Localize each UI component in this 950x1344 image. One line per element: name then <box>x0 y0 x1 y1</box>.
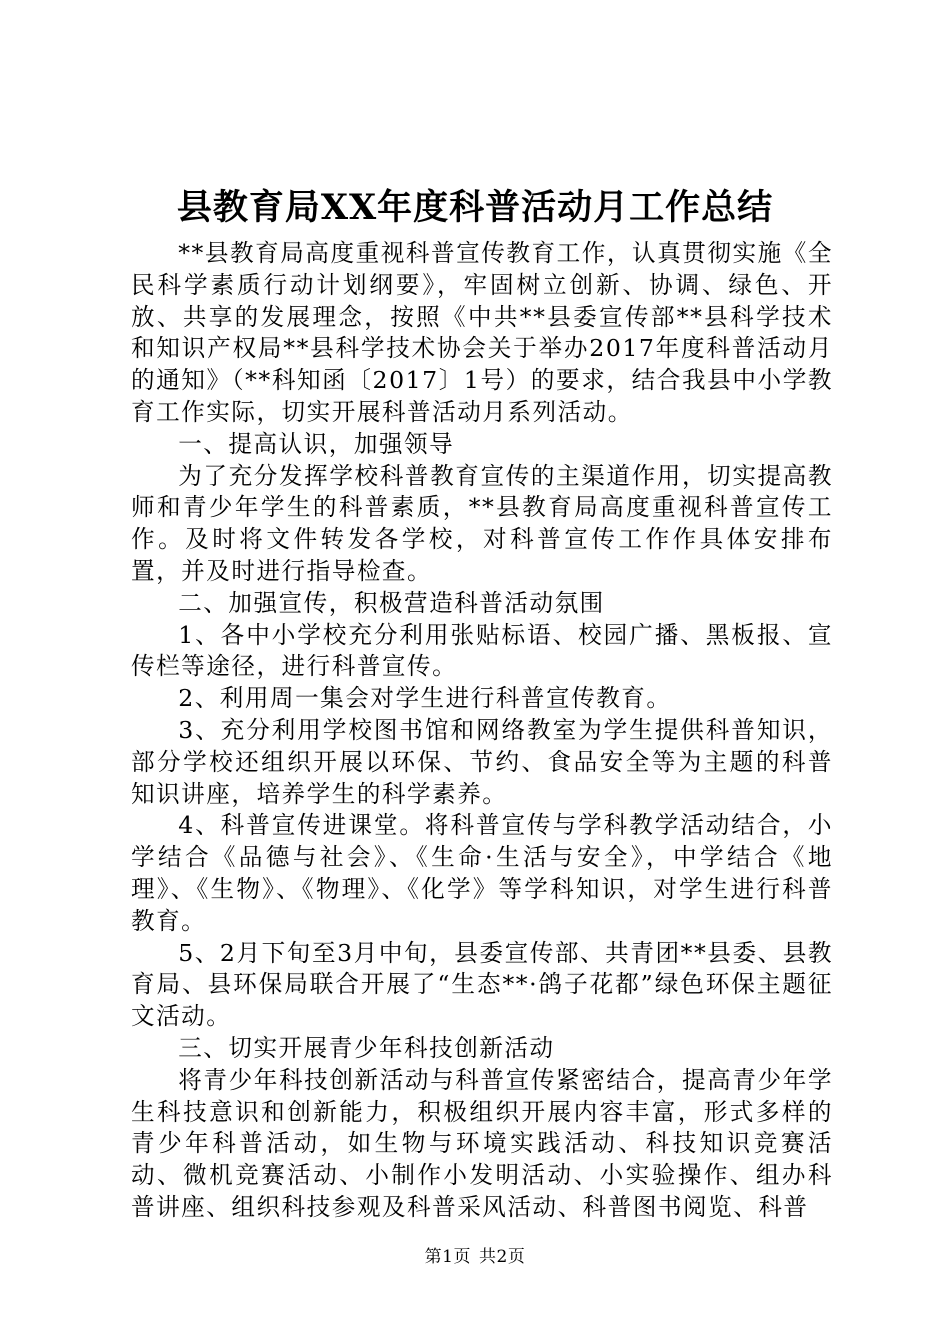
page-number: 第1页 <box>424 1247 471 1267</box>
page-total: 共2页 <box>479 1247 526 1267</box>
document-title: 县教育局XX年度科普活动月工作总结 <box>176 187 774 228</box>
list-item-1: 1、各中小学校充分利用张贴标语、校园广播、黑板报、宣传栏等途径，进行科普宣传。 <box>131 620 833 681</box>
list-item-3: 3、充分利用学校图书馆和网络教室为学生提供科普知识，部分学校还组织开展以环保、节约、食品安全等为主题的科普知识讲座，培养学生的科学素养。 <box>131 715 833 808</box>
paragraph: 将青少年科技创新活动与科普宣传紧密结合，提高青少年学生科技意识和创新能力，积极组织开展内容丰富，形式多样的青少年科普活动，如生物与环境实践活动、科技知识竞赛活动、微机竞赛活动、小制作小发明活动、小实验操作、组办科普讲座、组织科技参观及科普采风活动、科普图书阅览、科普 <box>131 1065 833 1221</box>
document-body <box>131 238 833 1224</box>
paragraph: 为了充分发挥学校科普教育宣传的主渠道作用，切实提高教师和青少年学生的科普素质，**县教育局高度重视科普宣传工作。及时将文件转发各学校，对科普宣传工作作具体安排布置，并及时进行指导检查。 <box>131 461 833 585</box>
section-heading-2: 二、加强宣传，积极营造科普活动氛围 <box>178 588 605 617</box>
list-item-5: 5、2月下旬至3月中旬，县委宣传部、共青团**县委、县教育局、县环保局联合开展了“生态**·鸽子花都”绿色环保主题征文活动。 <box>131 938 833 1031</box>
list-item-4: 4、科普宣传进课堂。将科普宣传与学科教学活动结合，小学结合《品德与社会》、《生命·生活与安全》，中学结合《地理》、《生物》、《物理》、《化学》等学科知识，对学生进行科普教育。 <box>131 811 833 935</box>
section-heading-1: 一、提高认识，加强领导 <box>178 429 455 458</box>
paragraph-intro: **县教育局高度重视科普宣传教育工作，认真贯彻实施《全民科学素质行动计划纲要》，牢固树立创新、协调、绿色、开放、共享的发展理念，按照《中共**县委宣传部**县科学技术和知识产权局**县科学技术协会关于举办2017年度科普活动月的通知》（**科知函〔2017〕1号）的要求，结合我县中小学教育工作实际，切实开展科普活动月系列活动。 <box>131 239 833 426</box>
page-footer <box>0 1242 950 1267</box>
list-item-2: 2、利用周一集会对学生进行科普宣传教育。 <box>178 684 672 713</box>
section-heading-3: 三、切实开展青少年科技创新活动 <box>178 1033 555 1062</box>
